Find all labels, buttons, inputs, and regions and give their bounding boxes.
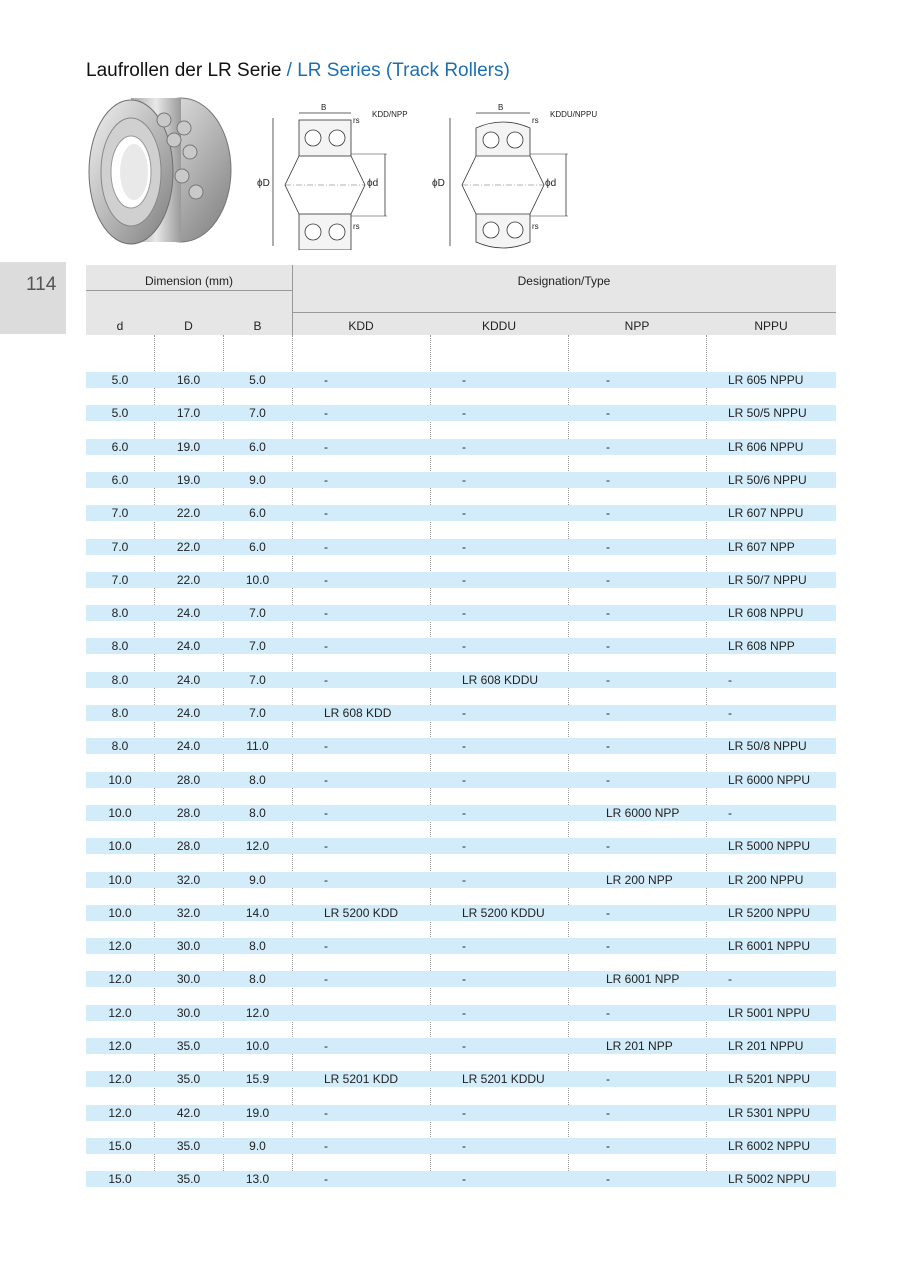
title-english: LR Series (Track Rollers)	[297, 60, 510, 81]
table-row	[86, 439, 836, 455]
cell-B: 9.0	[249, 1138, 266, 1153]
cell-nppu: LR 6000 NPPU	[728, 772, 811, 787]
cell-nppu: LR 5000 NPPU	[728, 839, 811, 854]
cell-B: 6.0	[249, 539, 266, 554]
col-header-d: d	[116, 319, 124, 333]
cell-D: 35.0	[176, 1039, 201, 1053]
cell-kddu: -	[462, 872, 466, 887]
cell-npp: -	[606, 1172, 610, 1187]
cell-kddu: LR 5201 KDDU	[462, 1072, 545, 1087]
cell-kddu: -	[462, 506, 466, 521]
cell-kddu: -	[462, 1138, 466, 1153]
cell-nppu: LR 607 NPPU	[728, 506, 804, 521]
table-row	[86, 805, 836, 821]
cell-kddu: -	[462, 739, 466, 754]
cell-B: 7.0	[249, 406, 266, 421]
cell-npp: -	[606, 1105, 610, 1120]
cell-kddu: -	[462, 706, 466, 720]
cell-kddu: -	[462, 772, 466, 787]
cell-kdd: LR 5201 KDD	[324, 1072, 399, 1087]
cell-kdd: -	[324, 406, 328, 421]
cell-nppu: LR 5002 NPPU	[728, 1172, 811, 1187]
cell-kdd: -	[324, 672, 328, 687]
cell-d: 5.0	[111, 373, 129, 387]
cell-d: 12.0	[108, 972, 132, 987]
cell-npp: -	[606, 1072, 610, 1087]
cell-D: 24.0	[176, 639, 201, 654]
header-designation-underline	[292, 312, 836, 313]
cell-kdd: -	[324, 772, 328, 787]
cell-nppu: LR 50/8 NPPU	[728, 739, 807, 754]
col-header-B: B	[253, 319, 262, 333]
cell-kddu: -	[462, 972, 466, 987]
cell-nppu: -	[728, 706, 732, 720]
cell-D: 30.0	[176, 972, 201, 987]
cell-npp: -	[606, 706, 610, 720]
cell-nppu: LR 606 NPPU	[728, 439, 804, 454]
cell-kddu: -	[462, 805, 466, 820]
cell-B: 8.0	[249, 972, 266, 987]
cell-B: 10.0	[245, 572, 270, 587]
cell-kddu: -	[462, 406, 466, 421]
cell-kdd: -	[324, 839, 328, 854]
table-row	[86, 1105, 836, 1121]
cell-kdd	[324, 1005, 424, 1021]
page-title	[86, 60, 510, 82]
right-outer-dia-label: ϕD	[432, 178, 445, 189]
cell-B: 12.0	[245, 839, 270, 854]
cell-npp: -	[606, 373, 610, 387]
table-row	[86, 672, 836, 688]
column-separator	[223, 335, 224, 1185]
table-row	[86, 505, 836, 521]
table-row	[86, 872, 836, 888]
table-row	[86, 472, 836, 488]
table-row	[86, 971, 836, 987]
cell-nppu: LR 50/7 NPPU	[728, 572, 807, 587]
cell-kdd: LR 5200 KDD	[324, 905, 399, 920]
cell-npp: -	[606, 1005, 610, 1020]
cell-npp: -	[606, 439, 610, 454]
cell-d: 7.0	[111, 506, 129, 521]
cell-npp: -	[606, 739, 610, 754]
cell-npp: -	[606, 905, 610, 920]
header-dimension-group: Dimension (mm)	[144, 274, 233, 288]
cell-d: 15.0	[108, 1172, 132, 1187]
cell-npp: LR 201 NPP	[606, 1039, 673, 1053]
cell-nppu: LR 201 NPPU	[728, 1039, 804, 1053]
table-row	[86, 1038, 836, 1054]
cell-B: 6.0	[249, 506, 266, 521]
cell-kddu: -	[462, 606, 466, 621]
cell-kdd: -	[324, 472, 328, 487]
right-width-label: B	[498, 103, 504, 112]
column-separator	[706, 335, 707, 1185]
cell-kdd: LR 608 KDD	[324, 706, 392, 720]
cell-nppu: LR 607 NPP	[728, 539, 795, 554]
cell-d: 5.0	[111, 406, 129, 421]
cell-kddu: -	[462, 839, 466, 854]
cell-nppu: LR 5301 NPPU	[728, 1105, 811, 1120]
cell-D: 22.0	[176, 539, 201, 554]
cell-d: 10.0	[108, 772, 132, 787]
cell-d: 10.0	[108, 905, 132, 920]
cell-d: 10.0	[108, 839, 132, 854]
cell-D: 32.0	[176, 905, 201, 920]
cell-d: 7.0	[111, 572, 129, 587]
cell-kddu: -	[462, 472, 466, 487]
cell-kdd: -	[324, 506, 328, 521]
cell-B: 12.0	[245, 1005, 270, 1020]
left-radius-label-top: rs	[353, 116, 360, 125]
column-separator	[154, 335, 155, 1185]
cell-d: 12.0	[108, 939, 132, 954]
cell-npp: -	[606, 772, 610, 787]
cell-d: 12.0	[108, 1005, 132, 1020]
cell-d: 7.0	[111, 539, 129, 554]
right-inner-dia-label: ϕd	[545, 178, 557, 189]
title-separator: /	[281, 60, 298, 81]
table-row	[86, 605, 836, 621]
cell-kdd: -	[324, 572, 328, 587]
cell-B: 7.0	[249, 639, 266, 654]
table-row	[86, 372, 836, 388]
cell-kdd: -	[324, 872, 328, 887]
table-row	[86, 838, 836, 854]
cell-D: 35.0	[176, 1138, 201, 1153]
cell-d: 8.0	[111, 739, 129, 754]
cell-npp: -	[606, 672, 610, 687]
cell-d: 8.0	[111, 606, 129, 621]
cell-d: 6.0	[111, 472, 129, 487]
cell-B: 15.9	[245, 1072, 270, 1087]
cell-d: 6.0	[111, 439, 129, 454]
cell-kddu: -	[462, 1039, 466, 1053]
cell-B: 9.0	[249, 872, 266, 887]
right-radius-label-top: rs	[532, 116, 539, 125]
cell-B: 5.0	[249, 373, 266, 387]
column-separator	[292, 335, 293, 1185]
table-row	[86, 572, 836, 588]
table-row	[86, 539, 836, 555]
table-row	[86, 638, 836, 654]
cell-B: 8.0	[249, 939, 266, 954]
cell-d: 8.0	[111, 706, 129, 720]
cell-D: 42.0	[176, 1105, 201, 1120]
cell-kddu: -	[462, 939, 466, 954]
cell-kdd: -	[324, 805, 328, 820]
cell-B: 6.0	[249, 439, 266, 454]
cell-D: 35.0	[176, 1172, 201, 1187]
cell-d: 15.0	[108, 1138, 132, 1153]
diagram-kddu-nppu	[430, 98, 610, 250]
table-row	[86, 738, 836, 754]
cell-D: 28.0	[176, 839, 201, 854]
table-row	[86, 1138, 836, 1154]
cell-nppu: -	[728, 672, 732, 687]
cell-D: 22.0	[176, 506, 201, 521]
cell-npp: -	[606, 939, 610, 954]
cell-nppu: LR 5201 NPPU	[728, 1072, 811, 1087]
cell-npp: -	[606, 639, 610, 654]
cell-B: 8.0	[249, 772, 266, 787]
cell-npp: -	[606, 572, 610, 587]
left-inner-dia-label: ϕd	[367, 178, 379, 189]
cell-D: 24.0	[176, 739, 201, 754]
table-row	[86, 938, 836, 954]
cell-D: 30.0	[176, 939, 201, 954]
page-tab	[0, 262, 66, 334]
cell-D: 28.0	[176, 805, 201, 820]
cell-nppu: LR 605 NPPU	[728, 373, 804, 387]
cell-npp: LR 6000 NPP	[606, 805, 680, 820]
bearing-table	[86, 265, 836, 1197]
cell-nppu: LR 6002 NPPU	[728, 1138, 811, 1153]
cell-B: 10.0	[245, 1039, 270, 1053]
col-header-nppu: NPPU	[754, 319, 788, 333]
table-row	[86, 905, 836, 921]
cell-npp: -	[606, 539, 610, 554]
cell-kddu: -	[462, 439, 466, 454]
cell-B: 11.0	[246, 739, 269, 754]
cell-D: 24.0	[176, 706, 201, 720]
cell-kddu: LR 608 KDDU	[462, 672, 539, 687]
diagram-kdd-npp	[255, 98, 425, 250]
cell-D: 16.0	[176, 373, 201, 387]
cell-npp: LR 6001 NPP	[606, 972, 680, 987]
cell-D: 24.0	[176, 672, 201, 687]
header-designation-group: Designation/Type	[517, 274, 611, 288]
cell-B: 14.0	[245, 905, 270, 920]
cell-d: 10.0	[108, 805, 132, 820]
table-row	[86, 1071, 836, 1087]
col-header-D: D	[184, 319, 193, 333]
cell-kdd: -	[324, 539, 328, 554]
cell-D: 17.0	[176, 406, 201, 421]
cell-nppu: -	[728, 805, 732, 820]
cell-npp: -	[606, 1138, 610, 1153]
cell-B: 7.0	[249, 672, 266, 687]
table-row	[86, 1171, 836, 1187]
cell-kdd: -	[324, 373, 328, 387]
column-separator	[568, 335, 569, 1185]
cell-nppu: LR 608 NPP	[728, 639, 795, 654]
cell-kddu: -	[462, 639, 466, 654]
left-width-label: B	[321, 103, 327, 112]
cell-B: 7.0	[249, 606, 266, 621]
cell-D: 35.0	[176, 1072, 201, 1087]
cell-B: 13.0	[245, 1172, 270, 1187]
cell-kdd: -	[324, 1172, 328, 1187]
cell-nppu: LR 6001 NPPU	[728, 939, 811, 954]
cell-D: 30.0	[176, 1005, 201, 1020]
header-dimension-underline	[86, 290, 292, 291]
cell-D: 28.0	[176, 772, 201, 787]
cell-B: 7.0	[249, 706, 266, 720]
cell-d: 12.0	[108, 1072, 132, 1087]
title-german: Laufrollen der LR Serie	[86, 60, 282, 81]
cell-kddu: -	[462, 572, 466, 587]
cell-kdd: -	[324, 639, 328, 654]
cell-kddu: -	[462, 539, 466, 554]
left-radius-label-bottom: rs	[353, 222, 360, 231]
cell-kddu: -	[462, 1005, 466, 1020]
cell-kdd: -	[324, 1105, 328, 1120]
cell-kddu: LR 5200 KDDU	[462, 905, 545, 920]
cell-D: 22.0	[176, 572, 201, 587]
cell-kdd: -	[324, 606, 328, 621]
cell-nppu: LR 200 NPPU	[728, 872, 804, 887]
cell-npp: -	[606, 839, 610, 854]
cell-d: 8.0	[111, 639, 129, 654]
cell-kdd: -	[324, 1138, 328, 1153]
cell-kdd: -	[324, 739, 328, 754]
cell-nppu: LR 50/6 NPPU	[728, 472, 807, 487]
cell-nppu: LR 5200 NPPU	[728, 905, 811, 920]
cell-nppu: LR 50/5 NPPU	[728, 406, 807, 421]
cell-d: 12.0	[108, 1039, 132, 1053]
table-row	[86, 772, 836, 788]
left-type-label: KDD/NPP	[372, 110, 408, 119]
bearing-photo	[86, 92, 238, 260]
col-header-kdd: KDD	[348, 319, 374, 333]
cell-kdd: -	[324, 972, 328, 987]
page-number: 114	[26, 274, 57, 295]
cell-D: 19.0	[176, 439, 201, 454]
cell-B: 19.0	[245, 1105, 270, 1120]
cell-nppu: LR 608 NPPU	[728, 606, 804, 621]
cell-npp: -	[606, 506, 610, 521]
cell-kddu: -	[462, 1105, 466, 1120]
cell-nppu: -	[728, 972, 732, 987]
cell-D: 19.0	[176, 472, 201, 487]
table-row	[86, 1005, 836, 1021]
column-separator	[430, 335, 431, 1185]
cell-d: 10.0	[108, 872, 132, 887]
col-header-npp: NPP	[624, 319, 650, 333]
cell-d: 8.0	[111, 672, 129, 687]
cell-npp: -	[606, 472, 610, 487]
cell-B: 8.0	[249, 805, 266, 820]
cell-kddu: -	[462, 1172, 466, 1187]
cell-D: 24.0	[176, 606, 201, 621]
cell-kdd: -	[324, 439, 328, 454]
col-header-kddu: KDDU	[481, 319, 516, 333]
table-row	[86, 705, 836, 721]
cell-npp: LR 200 NPP	[606, 872, 673, 887]
cell-kdd: -	[324, 939, 328, 954]
cell-kddu: -	[462, 373, 466, 387]
table-row	[86, 405, 836, 421]
cell-d: 12.0	[108, 1105, 132, 1120]
right-type-label: KDDU/NPPU	[550, 110, 598, 119]
cell-npp: -	[606, 406, 610, 421]
cell-npp: -	[606, 606, 610, 621]
cell-D: 32.0	[176, 872, 201, 887]
left-outer-dia-label: ϕD	[257, 178, 270, 189]
cell-B: 9.0	[249, 472, 266, 487]
right-radius-label-bottom: rs	[532, 222, 539, 231]
cell-nppu: LR 5001 NPPU	[728, 1005, 811, 1020]
cell-kdd: -	[324, 1039, 328, 1053]
